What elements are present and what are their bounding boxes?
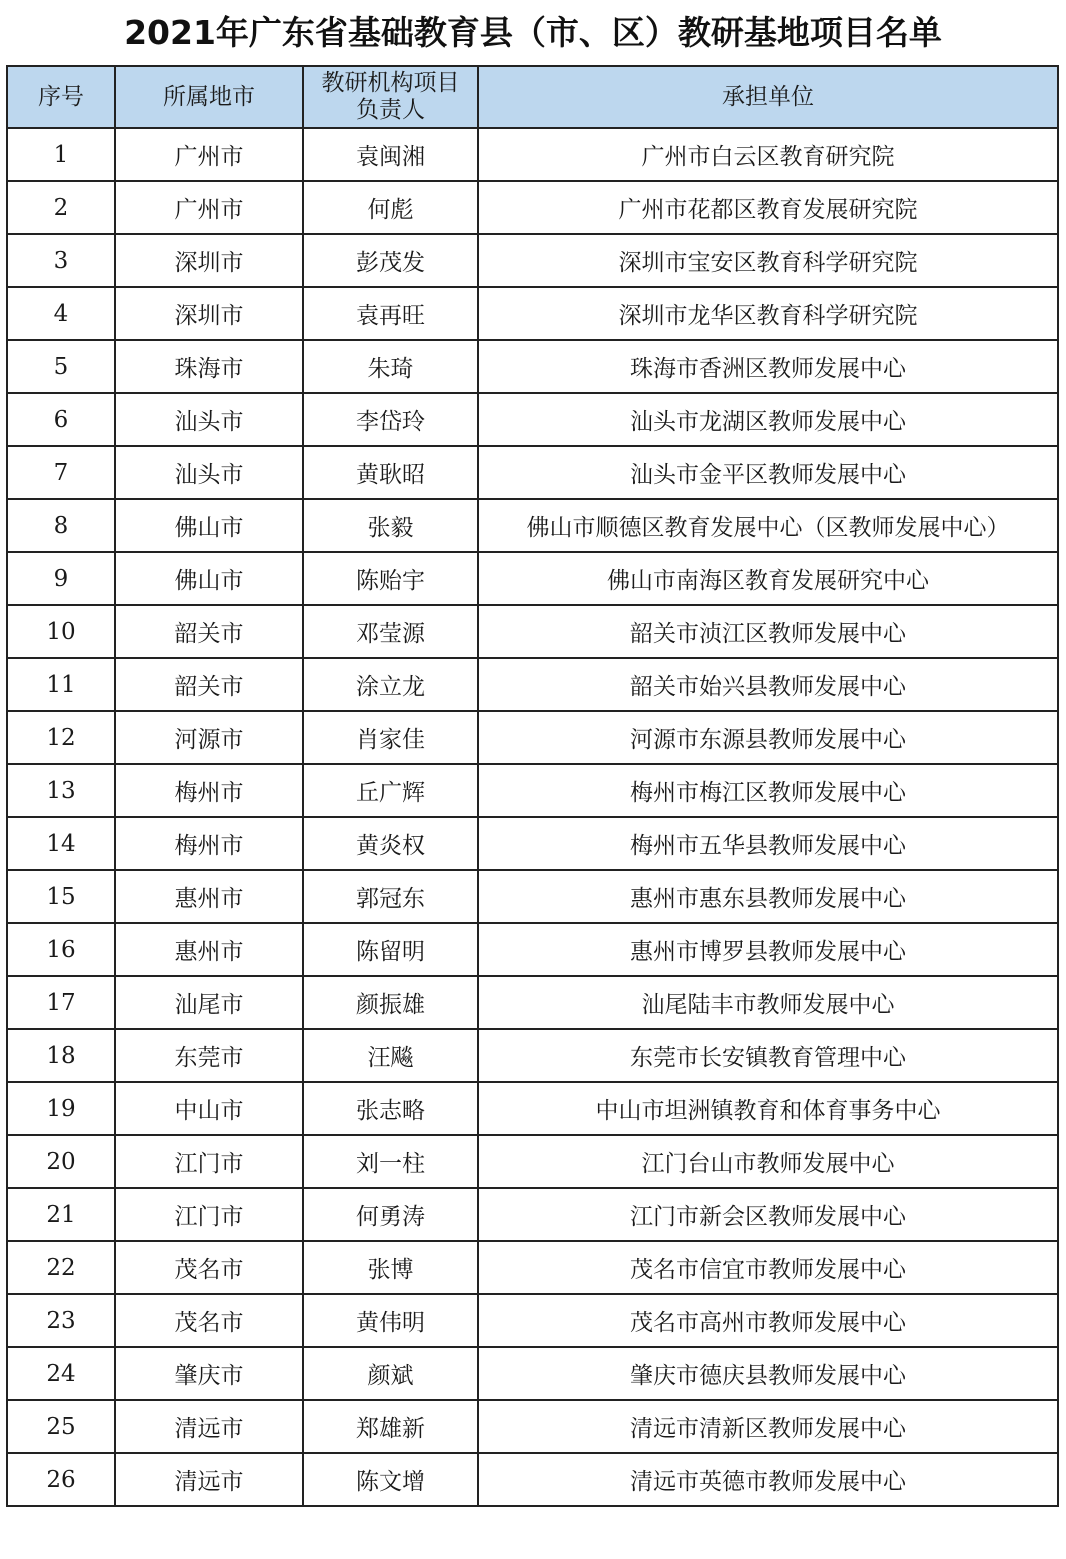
cell-project-lead: 郑雄新 bbox=[303, 1400, 478, 1453]
cell-host-unit: 韶关市始兴县教师发展中心 bbox=[478, 658, 1058, 711]
cell-host-unit: 茂名市高州市教师发展中心 bbox=[478, 1294, 1058, 1347]
table-row bbox=[7, 234, 1058, 287]
table-row bbox=[7, 287, 1058, 340]
cell-city: 中山市 bbox=[115, 1082, 303, 1135]
cell-project-lead: 袁再旺 bbox=[303, 287, 478, 340]
cell-city: 惠州市 bbox=[115, 923, 303, 976]
cell-project-lead: 朱琦 bbox=[303, 340, 478, 393]
cell-host-unit: 惠州市博罗县教师发展中心 bbox=[478, 923, 1058, 976]
cell-project-lead: 刘一柱 bbox=[303, 1135, 478, 1188]
cell-serial-number: 23 bbox=[7, 1294, 115, 1347]
cell-project-lead: 涂立龙 bbox=[303, 658, 478, 711]
cell-serial-number: 14 bbox=[7, 817, 115, 870]
cell-city: 珠海市 bbox=[115, 340, 303, 393]
header-serial-number: 序号 bbox=[7, 66, 115, 128]
cell-host-unit: 汕尾陆丰市教师发展中心 bbox=[478, 976, 1058, 1029]
cell-city: 清远市 bbox=[115, 1453, 303, 1506]
cell-serial-number: 26 bbox=[7, 1453, 115, 1506]
cell-serial-number: 20 bbox=[7, 1135, 115, 1188]
cell-project-lead: 汪飚 bbox=[303, 1029, 478, 1082]
table-row bbox=[7, 340, 1058, 393]
cell-serial-number: 7 bbox=[7, 446, 115, 499]
cell-city: 佛山市 bbox=[115, 499, 303, 552]
cell-city: 韶关市 bbox=[115, 658, 303, 711]
cell-serial-number: 19 bbox=[7, 1082, 115, 1135]
cell-project-lead: 何彪 bbox=[303, 181, 478, 234]
cell-serial-number: 1 bbox=[7, 128, 115, 181]
cell-project-lead: 黄伟明 bbox=[303, 1294, 478, 1347]
cell-project-lead: 陈贻宇 bbox=[303, 552, 478, 605]
cell-serial-number: 6 bbox=[7, 393, 115, 446]
cell-host-unit: 江门市新会区教师发展中心 bbox=[478, 1188, 1058, 1241]
cell-host-unit: 深圳市宝安区教育科学研究院 bbox=[478, 234, 1058, 287]
cell-host-unit: 广州市花都区教育发展研究院 bbox=[478, 181, 1058, 234]
cell-project-lead: 张毅 bbox=[303, 499, 478, 552]
cell-project-lead: 何勇涛 bbox=[303, 1188, 478, 1241]
table-row bbox=[7, 658, 1058, 711]
cell-host-unit: 广州市白云区教育研究院 bbox=[478, 128, 1058, 181]
cell-city: 茂名市 bbox=[115, 1241, 303, 1294]
cell-project-lead: 张志略 bbox=[303, 1082, 478, 1135]
cell-serial-number: 9 bbox=[7, 552, 115, 605]
cell-project-lead: 黄耿昭 bbox=[303, 446, 478, 499]
cell-host-unit: 汕头市金平区教师发展中心 bbox=[478, 446, 1058, 499]
cell-project-lead: 彭茂发 bbox=[303, 234, 478, 287]
table-row bbox=[7, 870, 1058, 923]
cell-serial-number: 11 bbox=[7, 658, 115, 711]
cell-project-lead: 颜斌 bbox=[303, 1347, 478, 1400]
header-project-lead bbox=[303, 66, 478, 128]
cell-host-unit: 汕头市龙湖区教师发展中心 bbox=[478, 393, 1058, 446]
cell-host-unit: 梅州市梅江区教师发展中心 bbox=[478, 764, 1058, 817]
table-row bbox=[7, 976, 1058, 1029]
table-row bbox=[7, 1347, 1058, 1400]
cell-project-lead: 袁闽湘 bbox=[303, 128, 478, 181]
cell-serial-number: 21 bbox=[7, 1188, 115, 1241]
cell-project-lead: 肖家佳 bbox=[303, 711, 478, 764]
cell-city: 河源市 bbox=[115, 711, 303, 764]
cell-project-lead: 陈文增 bbox=[303, 1453, 478, 1506]
cell-city: 汕头市 bbox=[115, 446, 303, 499]
table-row bbox=[7, 1188, 1058, 1241]
table-row bbox=[7, 1135, 1058, 1188]
table-row bbox=[7, 1294, 1058, 1347]
cell-city: 江门市 bbox=[115, 1135, 303, 1188]
table-row bbox=[7, 552, 1058, 605]
cell-host-unit: 佛山市顺德区教育发展中心（区教师发展中心） bbox=[478, 499, 1058, 552]
table-row bbox=[7, 1453, 1058, 1506]
cell-host-unit: 佛山市南海区教育发展研究中心 bbox=[478, 552, 1058, 605]
table-row bbox=[7, 1241, 1058, 1294]
cell-city: 梅州市 bbox=[115, 817, 303, 870]
cell-city: 惠州市 bbox=[115, 870, 303, 923]
cell-city: 汕尾市 bbox=[115, 976, 303, 1029]
cell-serial-number: 22 bbox=[7, 1241, 115, 1294]
table-body bbox=[7, 128, 1058, 1506]
cell-city: 汕头市 bbox=[115, 393, 303, 446]
cell-host-unit: 清远市清新区教师发展中心 bbox=[478, 1400, 1058, 1453]
cell-serial-number: 8 bbox=[7, 499, 115, 552]
table-row bbox=[7, 605, 1058, 658]
header-host-unit: 承担单位 bbox=[478, 66, 1058, 128]
table-row bbox=[7, 499, 1058, 552]
cell-city: 梅州市 bbox=[115, 764, 303, 817]
cell-serial-number: 10 bbox=[7, 605, 115, 658]
cell-project-lead: 李岱玲 bbox=[303, 393, 478, 446]
header-city: 所属地市 bbox=[115, 66, 303, 128]
cell-host-unit: 清远市英德市教师发展中心 bbox=[478, 1453, 1058, 1506]
table-row bbox=[7, 1400, 1058, 1453]
cell-host-unit: 河源市东源县教师发展中心 bbox=[478, 711, 1058, 764]
cell-city: 清远市 bbox=[115, 1400, 303, 1453]
cell-city: 韶关市 bbox=[115, 605, 303, 658]
table-row bbox=[7, 711, 1058, 764]
cell-city: 广州市 bbox=[115, 181, 303, 234]
header-project-lead-line1: 教研机构项目 bbox=[321, 70, 460, 96]
cell-host-unit: 惠州市惠东县教师发展中心 bbox=[478, 870, 1058, 923]
table-row bbox=[7, 128, 1058, 181]
cell-host-unit: 珠海市香洲区教师发展中心 bbox=[478, 340, 1058, 393]
cell-project-lead: 张博 bbox=[303, 1241, 478, 1294]
cell-serial-number: 24 bbox=[7, 1347, 115, 1400]
table-row bbox=[7, 923, 1058, 976]
table-row bbox=[7, 1082, 1058, 1135]
cell-host-unit: 中山市坦洲镇教育和体育事务中心 bbox=[478, 1082, 1058, 1135]
cell-project-lead: 陈留明 bbox=[303, 923, 478, 976]
cell-city: 江门市 bbox=[115, 1188, 303, 1241]
cell-project-lead: 颜振雄 bbox=[303, 976, 478, 1029]
cell-host-unit: 肇庆市德庆县教师发展中心 bbox=[478, 1347, 1058, 1400]
cell-serial-number: 16 bbox=[7, 923, 115, 976]
cell-serial-number: 13 bbox=[7, 764, 115, 817]
cell-city: 茂名市 bbox=[115, 1294, 303, 1347]
cell-city: 肇庆市 bbox=[115, 1347, 303, 1400]
cell-project-lead: 邓莹源 bbox=[303, 605, 478, 658]
cell-host-unit: 深圳市龙华区教育科学研究院 bbox=[478, 287, 1058, 340]
cell-serial-number: 18 bbox=[7, 1029, 115, 1082]
cell-city: 广州市 bbox=[115, 128, 303, 181]
cell-serial-number: 15 bbox=[7, 870, 115, 923]
cell-host-unit: 梅州市五华县教师发展中心 bbox=[478, 817, 1058, 870]
cell-serial-number: 5 bbox=[7, 340, 115, 393]
page-title: 2021年广东省基础教育县（市、区）教研基地项目名单 bbox=[124, 13, 942, 52]
cell-project-lead: 郭冠东 bbox=[303, 870, 478, 923]
cell-serial-number: 12 bbox=[7, 711, 115, 764]
cell-city: 东莞市 bbox=[115, 1029, 303, 1082]
cell-project-lead: 黄炎权 bbox=[303, 817, 478, 870]
cell-host-unit: 茂名市信宜市教师发展中心 bbox=[478, 1241, 1058, 1294]
header-project-lead-line2: 负责人 bbox=[356, 97, 425, 123]
table-header-row bbox=[7, 66, 1058, 128]
cell-serial-number: 3 bbox=[7, 234, 115, 287]
project-list-table bbox=[6, 65, 1059, 1507]
cell-host-unit: 东莞市长安镇教育管理中心 bbox=[478, 1029, 1058, 1082]
cell-city: 深圳市 bbox=[115, 287, 303, 340]
cell-serial-number: 4 bbox=[7, 287, 115, 340]
table-row bbox=[7, 764, 1058, 817]
cell-project-lead: 丘广辉 bbox=[303, 764, 478, 817]
table-row bbox=[7, 817, 1058, 870]
cell-city: 佛山市 bbox=[115, 552, 303, 605]
table-row bbox=[7, 1029, 1058, 1082]
cell-serial-number: 2 bbox=[7, 181, 115, 234]
table-row bbox=[7, 181, 1058, 234]
table-row bbox=[7, 393, 1058, 446]
cell-serial-number: 25 bbox=[7, 1400, 115, 1453]
cell-serial-number: 17 bbox=[7, 976, 115, 1029]
cell-city: 深圳市 bbox=[115, 234, 303, 287]
cell-host-unit: 韶关市浈江区教师发展中心 bbox=[478, 605, 1058, 658]
cell-host-unit: 江门台山市教师发展中心 bbox=[478, 1135, 1058, 1188]
table-row bbox=[7, 446, 1058, 499]
